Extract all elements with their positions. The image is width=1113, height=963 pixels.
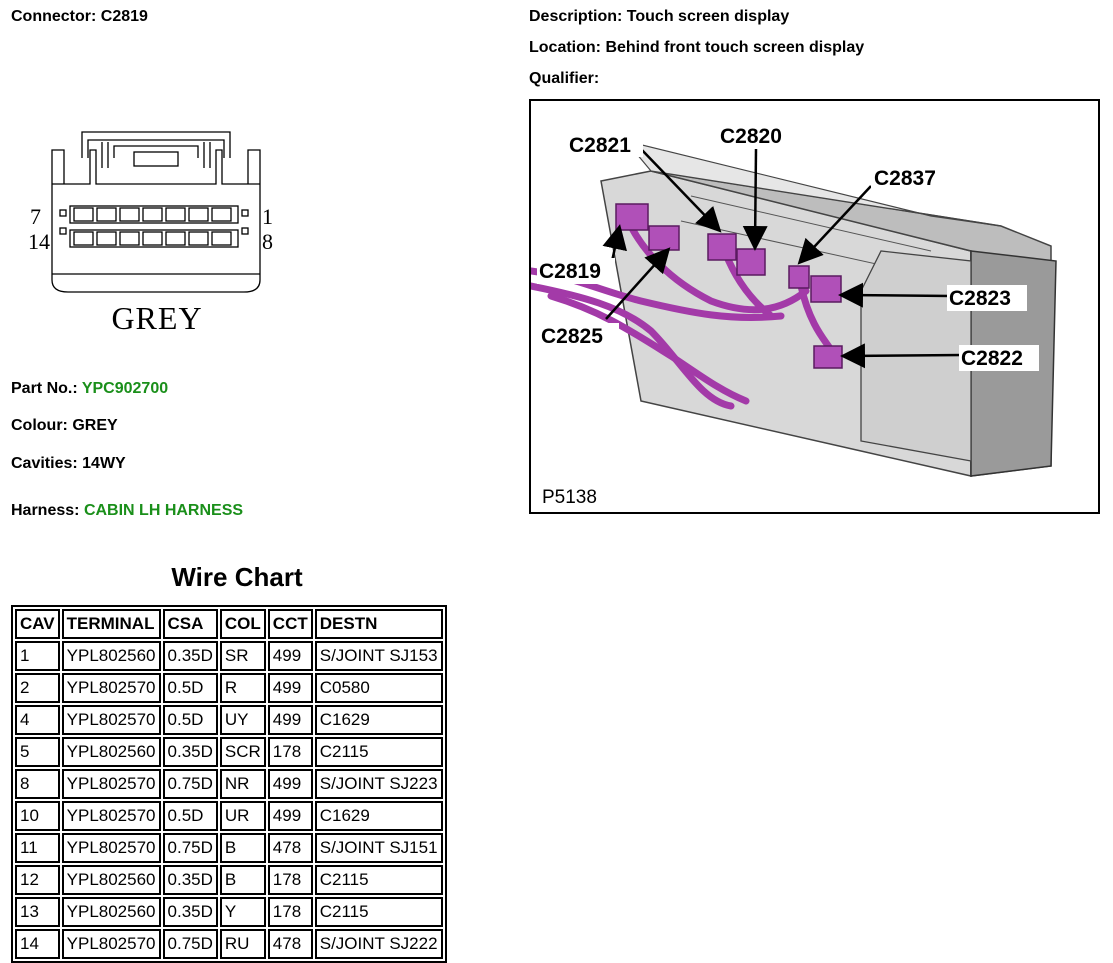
table-cell: YPL802570	[62, 833, 161, 863]
figure-reference: P5138	[542, 487, 597, 508]
table-cell: NR	[220, 769, 266, 799]
cavities-field	[11, 455, 126, 473]
description-value: Touch screen display	[626, 8, 790, 25]
callout-c2837: C2837	[874, 167, 936, 190]
table-cell: 178	[268, 897, 313, 927]
table-cell: YPL802560	[62, 865, 161, 895]
table-cell: B	[220, 833, 266, 863]
table-row	[15, 705, 443, 735]
callout-c2820: C2820	[720, 125, 782, 148]
table-cell: 499	[268, 673, 313, 703]
table-cell: SCR	[220, 737, 266, 767]
callout-c2821: C2821	[569, 134, 631, 157]
table-cell: 0.75D	[163, 833, 218, 863]
qualifier-field	[529, 70, 599, 88]
table-cell: 0.5D	[163, 705, 218, 735]
table-cell: 0.35D	[163, 641, 218, 671]
harness-label: Harness:	[11, 502, 80, 519]
table-row	[15, 865, 443, 895]
wire-chart-title: Wire Chart	[171, 562, 303, 592]
table-cell: 0.5D	[163, 673, 218, 703]
connector-colour-label: GREY	[111, 300, 203, 336]
table-cell: SR	[220, 641, 266, 671]
table-row	[15, 833, 443, 863]
table-cell: C1629	[315, 705, 443, 735]
table-cell: 499	[268, 801, 313, 831]
pin-cavity	[74, 208, 93, 221]
table-cell: 0.75D	[163, 929, 218, 959]
connector-field	[11, 8, 148, 26]
table-cell: YPL802570	[62, 769, 161, 799]
table-cell: 12	[15, 865, 60, 895]
location-value: Behind front touch screen display	[605, 39, 865, 56]
table-cell: YPL802570	[62, 673, 161, 703]
connector-value: C2819	[100, 8, 148, 25]
table-cell: YPL802560	[62, 737, 161, 767]
callout-c2819: C2819	[539, 260, 601, 283]
table-cell: 0.35D	[163, 865, 218, 895]
colour-field	[11, 417, 118, 435]
pin-cavity	[189, 232, 208, 245]
column-header: CSA	[163, 609, 218, 639]
table-cell: YPL802570	[62, 801, 161, 831]
location-illustration	[531, 101, 1098, 512]
connector-location-figure	[529, 99, 1100, 514]
cavities-value: 14WY	[82, 455, 126, 472]
table-cell: YPL802570	[62, 705, 161, 735]
description-field	[529, 8, 789, 26]
table-cell: Y	[220, 897, 266, 927]
table-row	[15, 929, 443, 959]
table-cell: 4	[15, 705, 60, 735]
table-cell: 2	[15, 673, 60, 703]
table-row	[15, 801, 443, 831]
pin-cavity	[143, 208, 162, 221]
table-cell: 0.75D	[163, 769, 218, 799]
table-cell: R	[220, 673, 266, 703]
pin-label-top-right: 1	[262, 204, 273, 229]
pin-cavity	[97, 208, 116, 221]
location-label: Location:	[529, 39, 601, 56]
table-cell: 178	[268, 737, 313, 767]
wire-chart-table	[11, 605, 447, 963]
column-header: TERMINAL	[62, 609, 161, 639]
table-cell: C0580	[315, 673, 443, 703]
description-label: Description:	[529, 8, 623, 25]
pin-label-bottom-left: 14	[28, 229, 50, 254]
wire-chart-body	[15, 641, 443, 959]
table-cell: 0.35D	[163, 897, 218, 927]
table-row	[15, 641, 443, 671]
table-cell: S/JOINT SJ222	[315, 929, 443, 959]
table-cell: UR	[220, 801, 266, 831]
table-cell: UY	[220, 705, 266, 735]
part-no-link[interactable]: YPC902700	[81, 380, 169, 397]
table-cell: 5	[15, 737, 60, 767]
table-cell: 1	[15, 641, 60, 671]
location-field	[529, 39, 864, 57]
callout-c2823: C2823	[949, 287, 1011, 310]
table-cell: 0.5D	[163, 801, 218, 831]
pin-cavity	[166, 232, 185, 245]
table-cell: YPL802570	[62, 929, 161, 959]
table-row	[15, 673, 443, 703]
harness-link[interactable]: CABIN LH HARNESS	[83, 502, 244, 519]
table-cell: 14	[15, 929, 60, 959]
table-cell: 0.35D	[163, 737, 218, 767]
table-cell: 499	[268, 641, 313, 671]
pin-label-bottom-right: 8	[262, 229, 273, 254]
table-cell: S/JOINT SJ153	[315, 641, 443, 671]
table-cell: RU	[220, 929, 266, 959]
colour-value: GREY	[72, 417, 118, 434]
pin-cavity	[120, 208, 139, 221]
callout-c2825: C2825	[541, 325, 603, 348]
table-cell: YPL802560	[62, 897, 161, 927]
table-cell: 8	[15, 769, 60, 799]
table-cell: 478	[268, 833, 313, 863]
column-header: DESTN	[315, 609, 443, 639]
pin-cavity	[97, 232, 116, 245]
pin-cavity	[166, 208, 185, 221]
table-cell: C2115	[315, 865, 443, 895]
column-header: COL	[220, 609, 266, 639]
table-cell: C2115	[315, 897, 443, 927]
column-header: CCT	[268, 609, 313, 639]
table-cell: B	[220, 865, 266, 895]
table-cell: YPL802560	[62, 641, 161, 671]
part-no-label: Part No.:	[11, 380, 78, 397]
colour-label: Colour:	[11, 417, 68, 434]
table-cell: 178	[268, 865, 313, 895]
pin-cavity	[212, 232, 231, 245]
table-cell: 11	[15, 833, 60, 863]
harness-field	[11, 502, 243, 520]
table-cell: C2115	[315, 737, 443, 767]
pin-cavity	[120, 232, 139, 245]
table-cell: 499	[268, 769, 313, 799]
column-header: CAV	[15, 609, 60, 639]
table-cell: 10	[15, 801, 60, 831]
callout-c2822: C2822	[961, 347, 1023, 370]
table-row	[15, 897, 443, 927]
pin-label-top-left: 7	[30, 204, 41, 229]
pin-cavity	[212, 208, 231, 221]
table-cell: S/JOINT SJ223	[315, 769, 443, 799]
connector-label: Connector:	[11, 8, 97, 25]
pin-cavity	[189, 208, 208, 221]
cavities-label: Cavities:	[11, 455, 78, 472]
table-cell: 13	[15, 897, 60, 927]
table-cell: 499	[268, 705, 313, 735]
qualifier-label: Qualifier:	[529, 70, 600, 87]
table-cell: 478	[268, 929, 313, 959]
table-cell: C1629	[315, 801, 443, 831]
part-no-field	[11, 380, 168, 398]
wire-chart-header-row	[15, 609, 443, 639]
connector-face-diagram	[28, 128, 290, 338]
table-cell: S/JOINT SJ151	[315, 833, 443, 863]
pin-cavity	[143, 232, 162, 245]
pin-cavity	[74, 232, 93, 245]
table-row	[15, 737, 443, 767]
table-row	[15, 769, 443, 799]
